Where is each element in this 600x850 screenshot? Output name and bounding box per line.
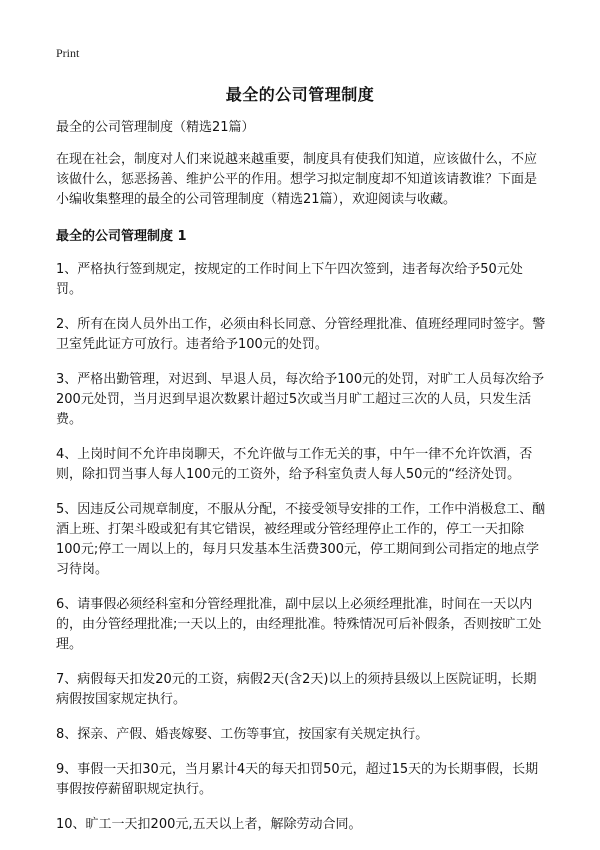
- rule-item-8: 8、探亲、产假、婚丧嫁娶、工伤等事宜，按国家有关规定执行。: [56, 727, 429, 742]
- rule-item-5: 5、因违反公司规章制度，不服从分配，不接受领导安排的工作，工作中消极怠工、酗酒上班、打架斗殴或犯有其它错误，被经理或分管经理停止工作的，停工一天扣除100元;停工一周以上的，每月只发基本生活费300元，停工期间到公司指定的地点学习待岗。: [56, 502, 546, 577]
- rule-item-4: 4、上岗时间不允许串岗聊天，不允许做与工作无关的事，中午一律不允许饮酒，否则，除扣罚当事人每人100元的工资外，给予科室负责人每人50元的“经济处罚。: [56, 447, 533, 482]
- print-link[interactable]: Print: [56, 46, 80, 60]
- page-title: 最全的公司管理制度: [225, 85, 375, 104]
- rule-item-1: 1、严格执行签到规定，按规定的工作时间上下午四次签到，违者每次给予50元处罚。: [56, 262, 523, 297]
- rule-item-9: 9、事假一天扣30元，当月累计4天的每天扣罚50元，超过15天的为长期事假，长期事假按停薪留职规定执行。: [56, 762, 539, 797]
- rule-item-10: 10、旷工一天扣200元,五天以上者，解除劳动合同。: [56, 817, 362, 832]
- document-body: [56, 118, 546, 850]
- rule-item-7: 7、病假每天扣发20元的工资，病假2天(含2天)以上的须持县级以上医院证明，长期病假按国家规定执行。: [56, 672, 537, 707]
- document-subtitle: 最全的公司管理制度（精选21篇）: [56, 120, 255, 135]
- section-heading: 最全的公司管理制度 1: [56, 229, 187, 244]
- rule-item-2: 2、所有在岗人员外出工作，必须由科长同意、分管经理批准、值班经理同时签字。警卫室凭此证方可放行。违者给予100元的处罚。: [56, 317, 546, 352]
- intro-paragraph: 在现在社会，制度对人们来说越来越重要，制度具有使我们知道，应该做什么，不应该做什么，惩恶扬善、维护公平的作用。想学习拟定制度却不知道该请教谁？下面是小编收集整理的最全的公司管理制度（精选21篇），欢迎阅读与收藏。: [56, 152, 538, 207]
- rule-item-6: 6、请事假必须经科室和分管经理批准，副中层以上必须经理批准，时间在一天以内的，由分管经理批准;一天以上的，由经理批准。特殊情况可后补假条，否则按旷工处理。: [56, 597, 542, 652]
- rule-item-3: 3、严格出勤管理，对迟到、早退人员，每次给予100元的处罚，对旷工人员每次给予200元处罚，当月迟到早退次数累计超过5次或当月旷工超过三次的人员，只发生活费。: [56, 372, 545, 427]
